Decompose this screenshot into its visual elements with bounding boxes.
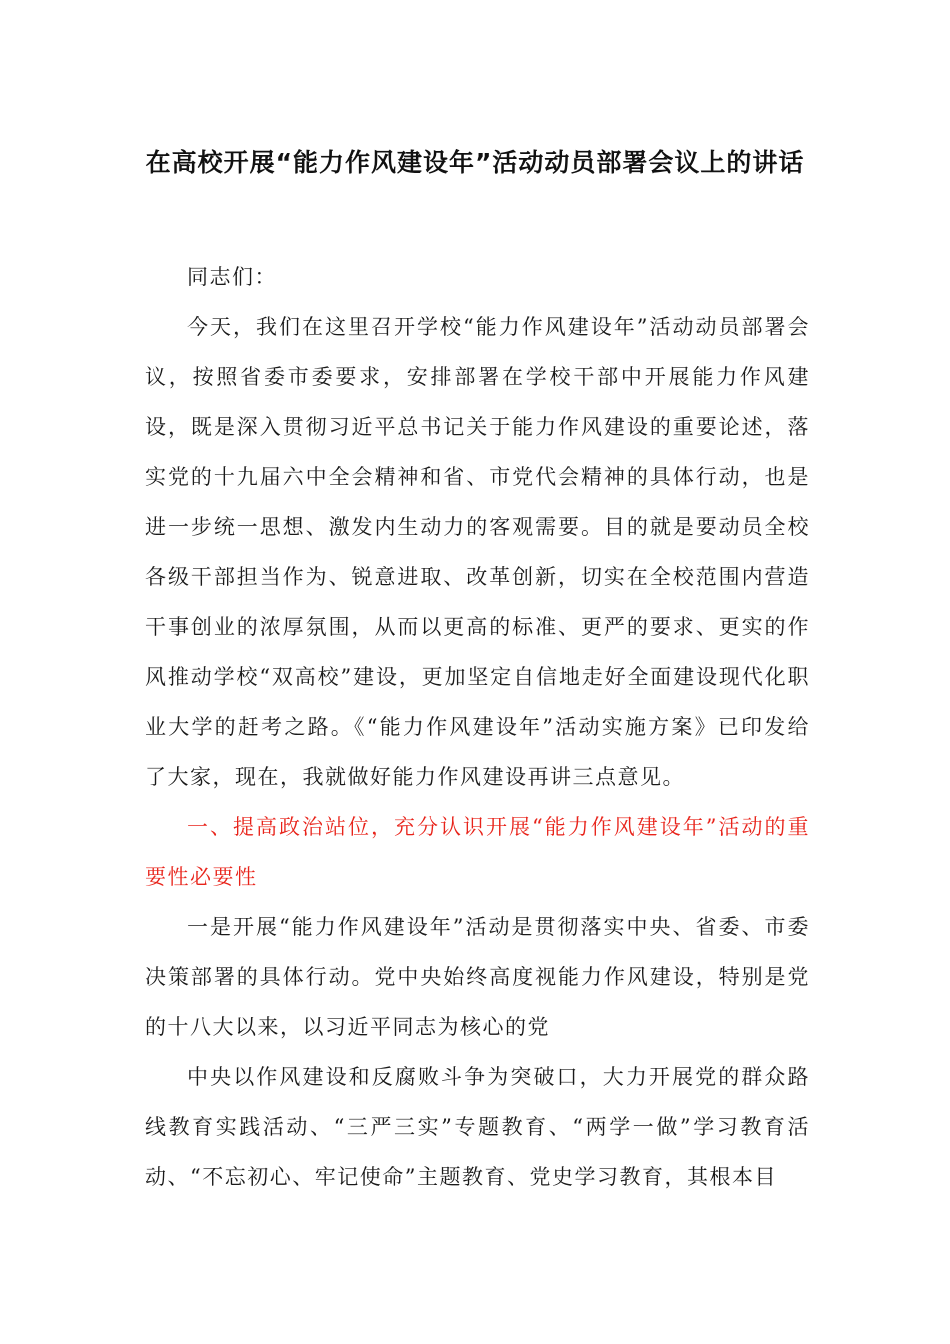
section-1-paragraph-2: 中央以作风建设和反腐败斗争为突破口，大力开展党的群众路线教育实践活动、“三严三实”专题教育、“两学一做”学习教育活动、“不忘初心、牢记使命”主题教育、党史学习教育，其根本目 xyxy=(145,1065,810,1189)
salutation: 同志们： xyxy=(187,265,277,289)
section-1-paragraph-1: 一是开展“能力作风建设年”活动是贯彻落实中央、省委、市委决策部署的具体行动。党中央始终高度视能力作风建设，特别是党的十八大以来，以习近平同志为核心的党 xyxy=(145,915,810,1039)
document-title: 在高校开展“能力作风建设年”活动动员部署会议上的讲话 xyxy=(145,148,805,177)
document-body xyxy=(145,252,810,1202)
section-1-heading: 一、提高政治站位，充分认识开展“能力作风建设年”活动的重要性必要性 xyxy=(145,815,810,889)
intro-paragraph: 今天，我们在这里召开学校“能力作风建设年”活动动员部署会议，按照省委市委要求，安排部署在学校干部中开展能力作风建设，既是深入贯彻习近平总书记关于能力作风建设的重要论述，落实党的十九届六中全会精神和省、市党代会精神的具体行动，也是进一步统一思想、激发内生动力的客观需要。目的就是要动员全校各级干部担当作为、锐意进取、改革创新，切实在全校范围内营造干事创业的浓厚氛围，从而以更高的标准、更严的要求、更实的作风推动学校“双高校”建设，更加坚定自信地走好全面建设现代化职业大学的赶考之路。《“能力作风建设年”活动实施方案》已印发给了大家，现在，我就做好能力作风建设再讲三点意见。 xyxy=(145,315,810,789)
